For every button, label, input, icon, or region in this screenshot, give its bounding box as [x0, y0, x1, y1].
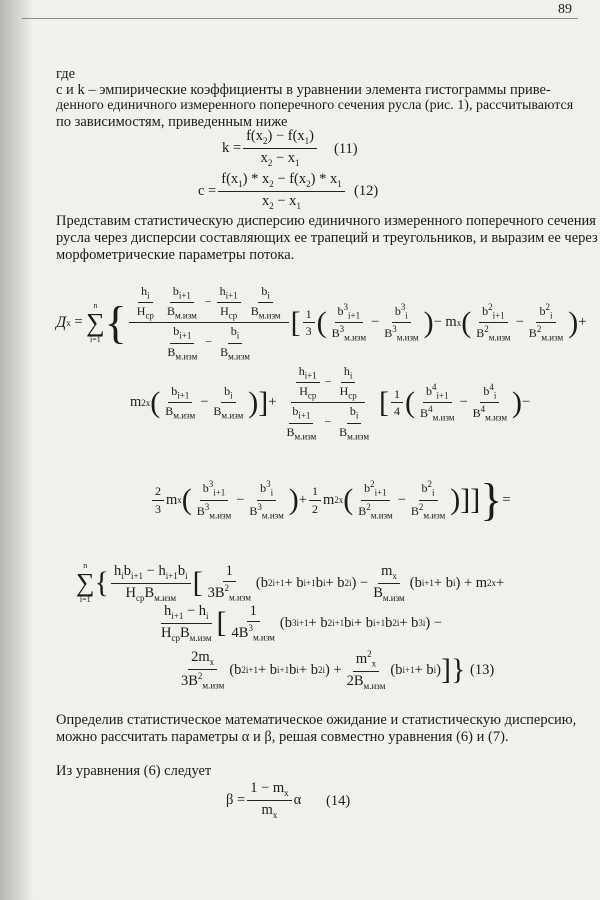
paragraph-2-line-2: русла через дисперсии составляющих ее трапеций и треугольников, и выразим ее через	[56, 230, 598, 246]
paragraph-2-line-3: морфометрические параметры потока.	[56, 247, 295, 263]
paragraph-2-line-1: Представим статистическую дисперсию единичного измеренного поперечного сечения	[56, 213, 596, 229]
equation-13-line-4: n ∑ i=1 { $\frac{h_ib_{i+1} - h_{i+1}b_i}{H_{ср}B_{м.изм}}$ [ $\frac{1}{3B^2_{м.изм}}$ (b 2 i+1 + b i+1 b i + b 2 i ) − $\frac{m_x}{B_{м.изм}}$ (b i+1 + b i ) + m 2 x +	[76, 561, 505, 604]
equation-13-line-5: $\frac{h_{i+1} - h_i}{H_{ср}B_{м.изм}}$ [ $\frac{1}{4B^3_{м.изм}}$ (b 3 i+1 + b 2 i+1 b i + b i+1 b 2 i + b 3 i ) −	[161, 603, 443, 644]
equation-number-14: (14)	[326, 793, 351, 809]
paragraph-1-line-3: по зависимостям, приведенным ниже	[56, 114, 288, 130]
equation-11: k = $\frac{f(x_2) - f(x_1)}{x_2 - x_1}$	[222, 128, 319, 168]
paragraph-3-line-2: можно рассчитать параметры α и β, решая совместно уравнения (6) и (7).	[56, 729, 509, 745]
paragraph-1-line-2: денного единичного измеренного поперечного сечения русла (рис. 1), рассчитываются	[56, 98, 574, 113]
equation-13-line-2: m 2 x ( $\frac{b_{i+1}}{B_{м.изм}}$ − $\frac{b_i}{B_{м.изм}}$ )] + $\frac{h_{i+1}}{H_{ср}}$ − $\frac{h_i}{H_{ср}}$ $\frac{b_{i+1}}{B_{м.изм}}$ − $\frac{b_i}{B_{м.изм}}$ [ $\frac{1}{4}$ ( $\frac{b^4_{i+1}}{B^4_{м.изм}}$ − $\frac{b^4_i}{B^4_{м.изм}}$ ) −	[130, 364, 531, 441]
header-rule	[22, 18, 578, 19]
paragraph-4: Из уравнения (6) следует	[56, 763, 212, 779]
equation-number-12: (12)	[354, 183, 379, 199]
paragraph-1-line-1: c и k – эмпирические коэффициенты в уравнении элемента гистограммы приве-	[56, 82, 551, 98]
scan-shadow	[0, 0, 34, 900]
equation-13-line-3: $\frac{2}{3}$ m x ( $\frac{b^3_{i+1}}{B^3_{м.изм}}$ − $\frac{b^3_i}{B^3_{м.изм}}$ ) + $\frac{1}{2}$ m 2 x ( $\frac{b^2_{i+1}}{B^2_{м.изм}}$ − $\frac{b^2_i}{B^2_{м.изм}}$ )]] } =	[150, 477, 511, 523]
equation-13-line-6: $\frac{2m_x}{3B^2_{м.изм}}$ (b 2 i+1 + b i+1 b i + b 2 i ) + $\frac{m^2_x}{2B_{м.изм}}$ (b i+1 + b i ) ]}	[181, 649, 466, 691]
equation-12: c = $\frac{f(x_1) * x_2 - f(x_2) * x_1}{x_2 - x_1}$	[198, 171, 347, 211]
equation-number-11: (11)	[334, 141, 358, 157]
equation-13-line-1: Д x = n ∑ i=1 { $\frac{h_i}{H_{ср}}$ $\frac{b_{i+1}}{B_{м.изм}}$ − $\frac{h_{i+1}}{H_{ср}}$ $\frac{b_i}{B_{м.изм}}$ $\frac{b_{i+1}}{B_{м.изм}}$ − $\frac{b_i}{B_{м.изм}}$ [ $\frac{1}{3}$ ( $\frac{b^3_{i+1}}{B^3_{м.изм}}$ − $\frac{b^3_i}{B^3_{м.изм}}$ ) − m x ( $\frac{b^2_{i+1}}{B^2_{м.изм}}$ − $\frac{b^2_i}{B^2_{м.изм}}$ ) +	[56, 284, 587, 361]
paragraph-3-line-1: Определив статистическое математическое ожидание и статистическую дисперсию,	[56, 712, 577, 728]
equation-14: β = $\frac{1 - m_x}{m_x}$ α	[226, 780, 302, 820]
page-number: 89	[558, 2, 572, 17]
equation-number-13: (13)	[470, 662, 495, 678]
text-gde: где	[56, 66, 76, 82]
